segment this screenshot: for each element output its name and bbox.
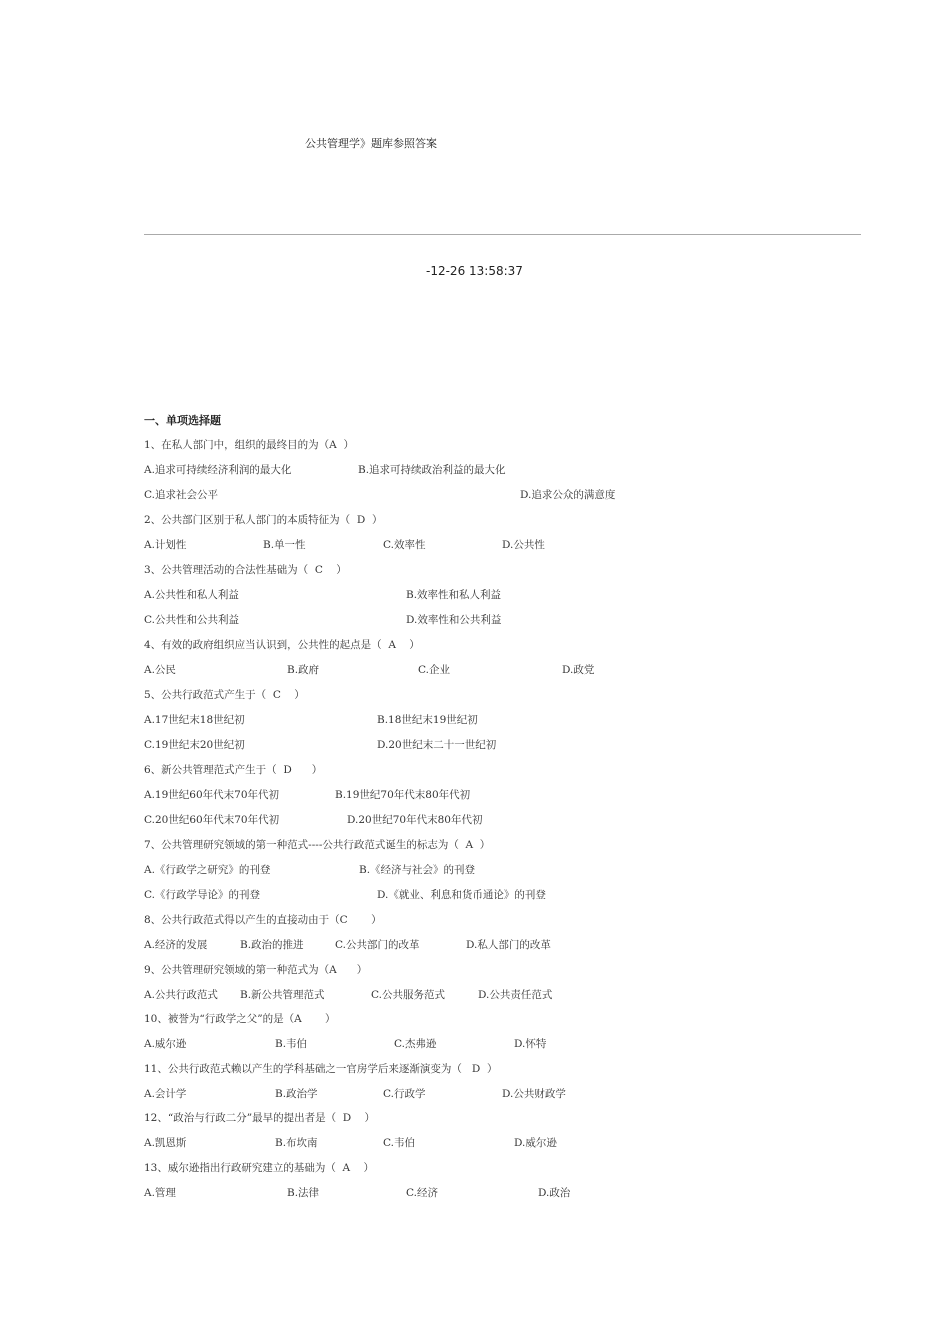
option-row xyxy=(144,1135,557,1151)
option-row xyxy=(144,487,616,503)
option-c: C.公共性和公共利益 xyxy=(144,614,239,626)
option-row xyxy=(144,862,476,878)
option-a: A.《行政学之研究》的刊登 xyxy=(144,864,271,876)
option-d: D.追求公众的满意度 xyxy=(520,489,616,501)
option-c: C.20世纪60年代末70年代初 xyxy=(144,814,280,826)
document-title: 公共管理学》题库参照答案 xyxy=(305,137,437,150)
option-d: D.政党 xyxy=(562,664,595,676)
option-a: A.公民 xyxy=(144,664,176,676)
option-c: C.企业 xyxy=(418,664,450,676)
option-a: A.凯恩斯 xyxy=(144,1137,187,1149)
question-text: 4、有效的政府组织应当认识到，公共性的起点是（ A ） xyxy=(144,639,420,651)
option-d: D.政治 xyxy=(538,1187,571,1199)
option-c: C.经济 xyxy=(406,1187,438,1199)
option-row xyxy=(144,1185,571,1201)
option-c: C.追求社会公平 xyxy=(144,489,218,501)
question-text: 7、公共管理研究领域的第一种范式----公共行政范式诞生的标志为（ A ） xyxy=(144,839,491,851)
option-b: B.新公共管理范式 xyxy=(240,989,325,1001)
option-d: D.20世纪末二十一世纪初 xyxy=(377,739,497,751)
option-d: D.怀特 xyxy=(514,1038,547,1050)
option-a: A.计划性 xyxy=(144,539,187,551)
option-c: C.韦伯 xyxy=(383,1137,415,1149)
question-text: 9、公共管理研究领域的第一种范式为（A ） xyxy=(144,964,368,976)
option-row xyxy=(144,812,483,828)
option-b: B.政治的推进 xyxy=(240,939,304,951)
option-row xyxy=(144,612,502,628)
option-row xyxy=(144,937,551,953)
option-b: B.效率性和私人利益 xyxy=(406,589,502,601)
option-a: A.17世纪末18世纪初 xyxy=(144,714,245,726)
option-row xyxy=(144,737,497,753)
option-a: A.威尔逊 xyxy=(144,1038,187,1050)
option-b: B.19世纪70年代末80年代初 xyxy=(335,789,471,801)
option-b: B.《经济与社会》的刊登 xyxy=(359,864,476,876)
question-text: 1、在私人部门中，组织的最终目的为（A ） xyxy=(144,439,354,451)
option-a: A.19世纪60年代末70年代初 xyxy=(144,789,280,801)
option-b: B.单一性 xyxy=(263,539,306,551)
option-row xyxy=(144,787,471,803)
option-d: D.《就业、利息和货币通论》的刊登 xyxy=(377,889,546,901)
question-text: 3、公共管理活动的合法性基础为（ C ） xyxy=(144,564,347,576)
option-row xyxy=(144,662,595,678)
option-d: D.20世纪70年代末80年代初 xyxy=(347,814,483,826)
question-text: 5、公共行政范式产生于（ C ） xyxy=(144,689,305,701)
option-a: A.管理 xyxy=(144,1187,176,1199)
option-c: C.公共服务范式 xyxy=(371,989,445,1001)
question-text: 6、新公共管理范式产生于（ D ） xyxy=(144,764,323,776)
option-c: C.效率性 xyxy=(383,539,426,551)
option-b: B.政治学 xyxy=(275,1088,318,1100)
option-row xyxy=(144,462,506,478)
question-text: 8、公共行政范式得以产生的直接动由于（C ） xyxy=(144,914,382,926)
option-d: D.威尔逊 xyxy=(514,1137,557,1149)
option-row xyxy=(144,987,553,1003)
header-divider xyxy=(144,234,861,235)
option-c: C.《行政学导论》的刊登 xyxy=(144,889,260,901)
option-a: A.公共行政范式 xyxy=(144,989,218,1001)
option-a: A.公共性和私人利益 xyxy=(144,589,239,601)
option-b: B.追求可持续政治利益的最大化 xyxy=(358,464,506,476)
option-b: B.布坎南 xyxy=(275,1137,318,1149)
option-a: A.追求可持续经济利润的最大化 xyxy=(144,464,292,476)
document-date: -12-26 13:58:37 xyxy=(426,264,523,278)
option-row xyxy=(144,1036,547,1052)
option-d: D.公共性 xyxy=(502,539,545,551)
option-c: C.公共部门的改革 xyxy=(335,939,420,951)
option-row xyxy=(144,887,546,903)
option-c: C.杰弗逊 xyxy=(394,1038,437,1050)
option-b: B.18世纪末19世纪初 xyxy=(377,714,478,726)
option-row xyxy=(144,712,478,728)
question-text: 11、公共行政范式赖以产生的学科基础之一官房学后来逐渐演变为（ D ） xyxy=(144,1063,498,1075)
option-d: D.公共财政学 xyxy=(502,1088,566,1100)
option-a: A.会计学 xyxy=(144,1088,187,1100)
question-text: 2、公共部门区别于私人部门的本质特征为（ D ） xyxy=(144,514,383,526)
option-row xyxy=(144,587,502,603)
option-a: A.经济的发展 xyxy=(144,939,208,951)
option-d: D.公共责任范式 xyxy=(478,989,553,1001)
question-text: 13、威尔逊指出行政研究建立的基础为（ A ） xyxy=(144,1162,374,1174)
option-row xyxy=(144,1086,566,1102)
question-text: 12、“政治与行政二分”最早的提出者是（ D ） xyxy=(144,1112,376,1124)
option-d: D.私人部门的改革 xyxy=(466,939,551,951)
option-d: D.效率性和公共利益 xyxy=(406,614,502,626)
option-c: C.行政学 xyxy=(383,1088,426,1100)
section-heading: 一、单项选择题 xyxy=(144,414,221,427)
option-b: B.政府 xyxy=(287,664,320,676)
option-b: B.法律 xyxy=(287,1187,320,1199)
option-b: B.韦伯 xyxy=(275,1038,308,1050)
option-row xyxy=(144,537,545,553)
question-text: 10、被誉为“行政学之父”的是（A ） xyxy=(144,1013,336,1025)
option-c: C.19世纪末20世纪初 xyxy=(144,739,245,751)
